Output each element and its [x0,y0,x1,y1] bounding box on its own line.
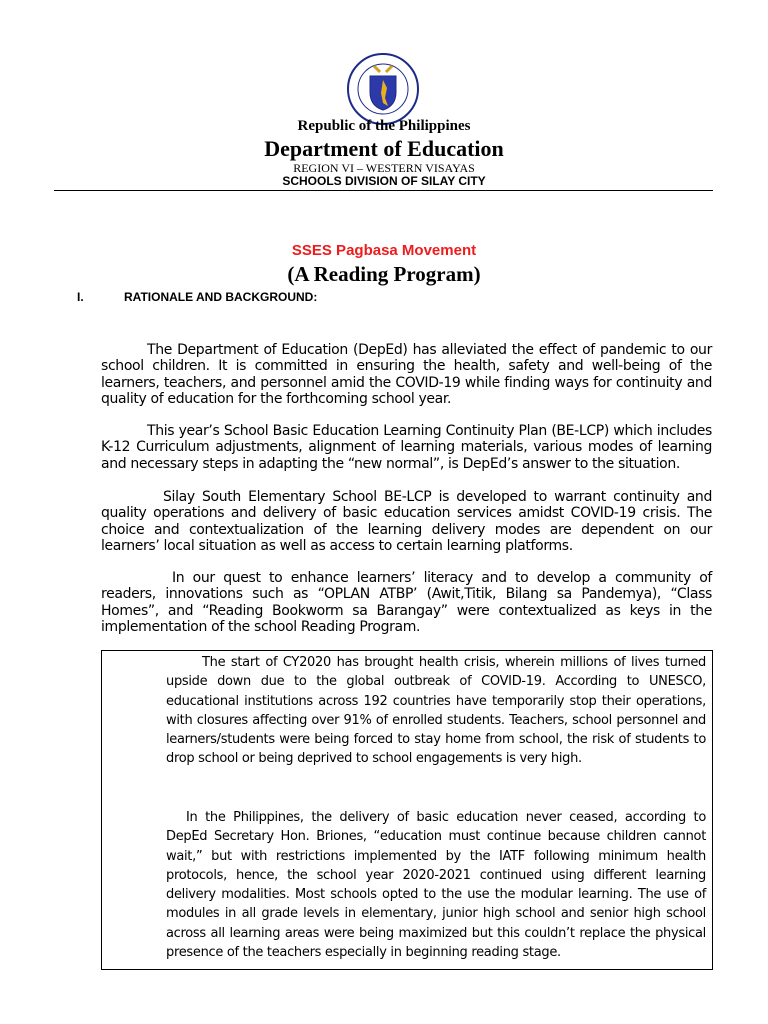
division-line: SCHOOLS DIVISION OF SILAY CITY [282,174,486,188]
paragraph-2: This year’s School Basic Education Learning Continuity Plan (BE-LCP) which includes K-12 Curriculum adjustments, alignment of learning materials, various modes of learning and necessary steps in adapting the “new normal”, is DepEd’s answer to the situation. [101,423,712,472]
paragraph-4: In our quest to enhance learners’ literacy and to develop a community of readers, innovations such as “OPLAN ATBP’ (Awit,Titik, Bilang sa Pandemya), “Class Homes”, and “Reading Bookworm sa Barangay” were contextualized as keys in the implementation of the school Reading Program. [101,570,712,635]
republic-line: Republic of the Philippines [297,118,471,134]
program-subtitle: (A Reading Program) [287,262,481,286]
deped-seal-icon [346,52,420,126]
department-title: Department of Education [264,136,504,161]
box-paragraph-1: The start of CY2020 has brought health crisis, wherein millions of lives turned upside down due to the global outbreak of COVID-19. According to UNESCO, educational institutions across 192 countries have temporarily stop their operations, with closures affecting over 91% of enrolled students. Teachers, school personnel and learners/students were being forced to stay home from school, the risk of students to drop school or being deprived to school engagements is very high. [166,655,706,767]
paragraph-1: The Department of Education (DepEd) has alleviated the effect of pandemic to our school children. It is committed in ensuring the health, safety and well-being of the learners, teachers, and personnel amid the COVID-19 while finding ways for continuity and quality of education for the forthcoming school year. [101,342,712,407]
box-paragraph-2: In the Philippines, the delivery of basic education never ceased, according to DepEd Secretary Hon. Briones, “education must continue because children cannot wait,” but with restrictions implemented by the IATF following minimum health protocols, hence, the school year 2020-2021 continued using different learning delivery modalities. Most schools opted to the use the modular learning. The use of modules in all grade levels in elementary, junior high school and senior high school across all learning areas were being maximized but this couldn’t replace the physical presence of the teachers especially in beginning reading stage. [166,810,706,961]
paragraph-3: Silay South Elementary School BE-LCP is developed to warrant continuity and quality operations and delivery of basic education services amidst COVID-19 crisis. The choice and contextualization of the learning delivery modes are dependent on our learners’ local situation as well as access to certain learning platforms. [101,489,712,554]
program-title: SSES Pagbasa Movement [291,242,477,259]
region-line: REGION VI – WESTERN VISAYAS [293,161,475,175]
section-heading: RATIONALE AND BACKGROUND: [124,290,318,304]
header-divider [54,190,713,191]
context-box [101,650,713,970]
section-number: I. [77,290,84,304]
